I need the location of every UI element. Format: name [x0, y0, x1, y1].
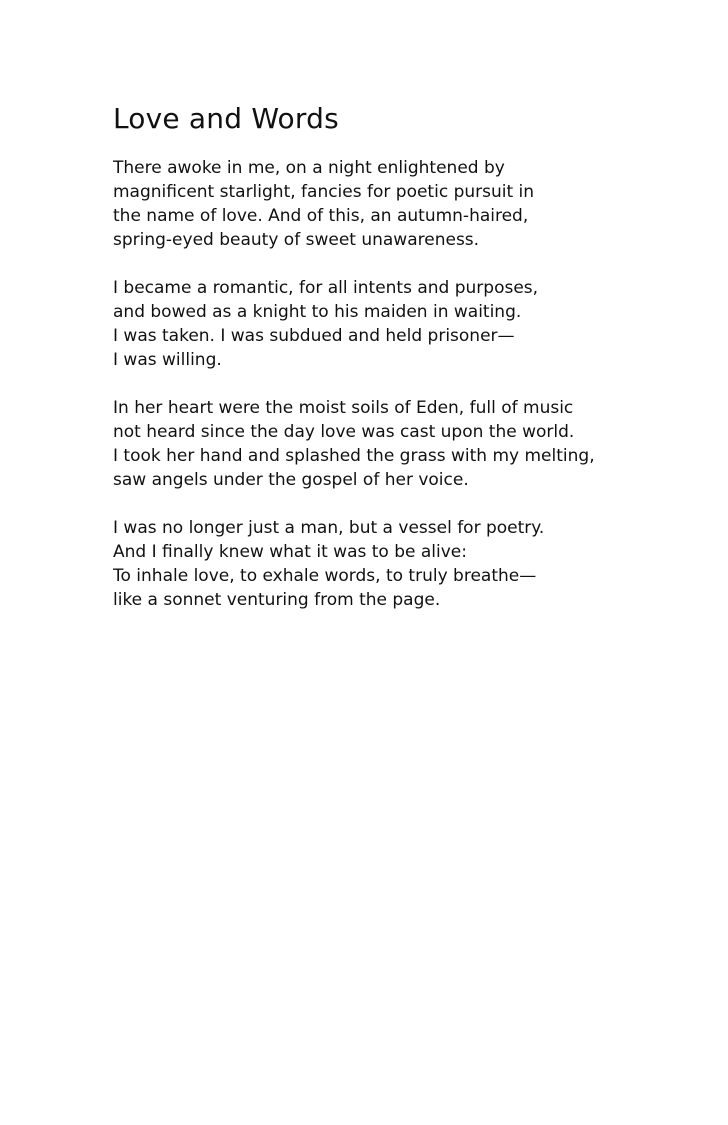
poem-line: I was taken. I was subdued and held prisoner— [113, 326, 515, 346]
poem-line: magnificent starlight, fancies for poetic pursuit in [113, 182, 535, 202]
stanza-2 [113, 276, 703, 372]
stanza-1 [113, 156, 703, 252]
poem-line: not heard since the day love was cast upon the world. [113, 422, 575, 442]
stanza-3 [113, 396, 703, 492]
poem-line: saw angels under the gospel of her voice. [113, 470, 469, 490]
poem-line: And I finally knew what it was to be alive: [113, 542, 467, 562]
poem-line: spring-eyed beauty of sweet unawareness. [113, 230, 480, 250]
poem-line: To inhale love, to exhale words, to truly breathe— [113, 566, 537, 586]
stanza-4 [113, 516, 703, 612]
poem-line: I was willing. [113, 350, 222, 370]
poem-line: There awoke in me, on a night enlightened by [113, 158, 505, 178]
poem-line: like a sonnet venturing from the page. [113, 590, 441, 610]
poem-title: Love and Words [113, 102, 339, 135]
poem-line: I became a romantic, for all intents and purposes, [113, 278, 539, 298]
poem-line: I took her hand and splashed the grass with my melting, [113, 446, 595, 466]
poem-line: I was no longer just a man, but a vessel for poetry. [113, 518, 545, 538]
poem-line: the name of love. And of this, an autumn-haired, [113, 206, 529, 226]
poem-line: and bowed as a knight to his maiden in waiting. [113, 302, 522, 322]
poem-line: In her heart were the moist soils of Eden, full of music [113, 398, 574, 418]
poem-page [113, 100, 703, 636]
